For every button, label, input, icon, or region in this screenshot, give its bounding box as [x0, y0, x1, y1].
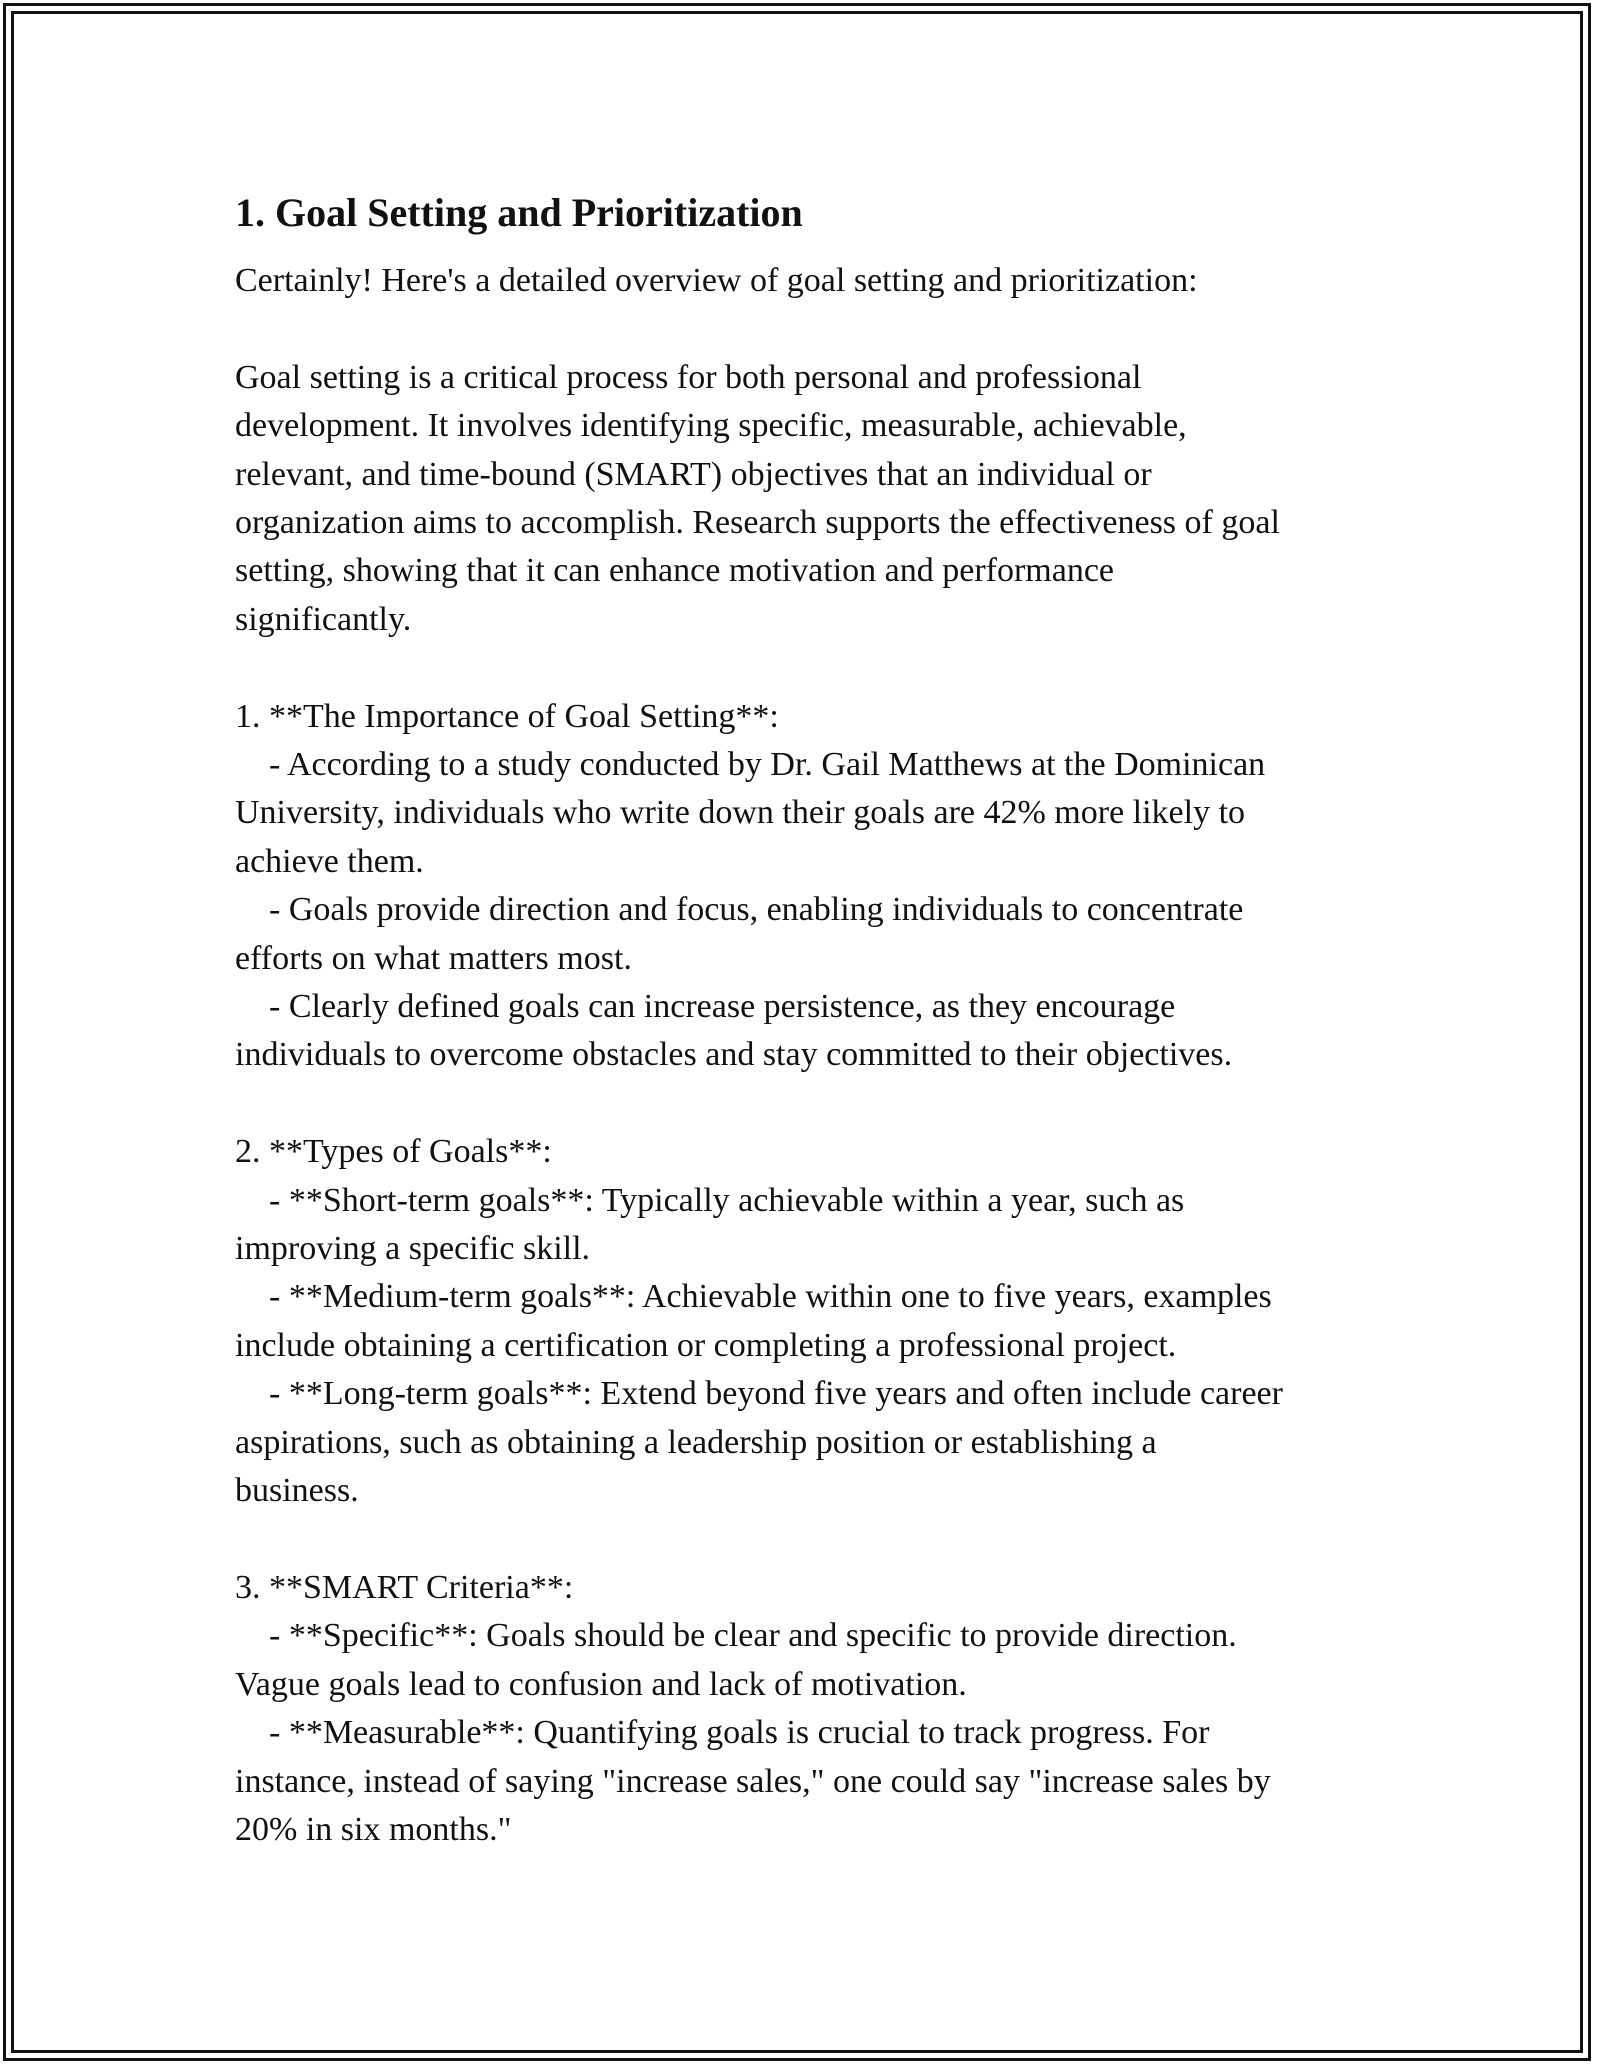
- section-heading: 2. **Types of Goals**:: [235, 1133, 552, 1171]
- section-line: individuals to overcome obstacles and stay committed to their objectives.: [235, 1036, 1233, 1074]
- section-line: aspirations, such as obtaining a leadership position or establishing a: [235, 1423, 1157, 1461]
- section-line: achieve them.: [235, 842, 424, 880]
- paragraph-spacer: [235, 305, 1375, 353]
- paragraph-spacer: [235, 1516, 1375, 1564]
- paragraph-spacer: [235, 644, 1375, 692]
- section-line: - **Long-term goals**: Extend beyond five years and often include career: [235, 1375, 1283, 1413]
- section-line: efforts on what matters most.: [235, 939, 632, 977]
- paragraph-spacer: [235, 1080, 1375, 1128]
- document-body: [235, 185, 1375, 1854]
- section-smart-criteria: [235, 1564, 1375, 1854]
- section-line: business.: [235, 1472, 359, 1510]
- section-types-of-goals: [235, 1128, 1375, 1515]
- overview-paragraph: [235, 354, 1375, 644]
- section-line: Vague goals lead to confusion and lack of motivation.: [235, 1665, 967, 1703]
- document-title: 1. Goal Setting and Prioritization: [235, 190, 803, 235]
- section-line: - Goals provide direction and focus, enabling individuals to concentrate: [235, 891, 1244, 929]
- section-line: - **Short-term goals**: Typically achievable within a year, such as: [235, 1181, 1185, 1219]
- overview-line: significantly.: [235, 600, 412, 638]
- overview-line: relevant, and time-bound (SMART) objectives that an individual or: [235, 455, 1152, 493]
- overview-line: development. It involves identifying specific, measurable, achievable,: [235, 407, 1187, 445]
- section-line: University, individuals who write down their goals are 42% more likely to: [235, 794, 1246, 832]
- section-line: - Clearly defined goals can increase persistence, as they encourage: [235, 988, 1176, 1026]
- section-line: - **Specific**: Goals should be clear and specific to provide direction.: [235, 1617, 1237, 1655]
- section-line: - According to a study conducted by Dr. Gail Matthews at the Dominican: [235, 746, 1266, 784]
- section-line: - **Medium-term goals**: Achievable within one to five years, examples: [235, 1278, 1272, 1316]
- section-heading: 1. **The Importance of Goal Setting**:: [235, 697, 779, 735]
- intro-paragraph: Certainly! Here's a detailed overview of goal setting and prioritization:: [235, 262, 1198, 299]
- section-line: instance, instead of saying "increase sales," one could say "increase sales by: [235, 1762, 1271, 1800]
- section-importance: [235, 693, 1375, 1080]
- section-line: - **Measurable**: Quantifying goals is crucial to track progress. For: [235, 1714, 1210, 1752]
- overview-line: setting, showing that it can enhance motivation and performance: [235, 552, 1115, 590]
- section-line: 20% in six months.": [235, 1810, 512, 1848]
- section-line: include obtaining a certification or completing a professional project.: [235, 1326, 1177, 1364]
- section-line: improving a specific skill.: [235, 1230, 591, 1268]
- overview-line: Goal setting is a critical process for both personal and professional: [235, 358, 1142, 396]
- overview-line: organization aims to accomplish. Research supports the effectiveness of goal: [235, 504, 1280, 542]
- section-heading: 3. **SMART Criteria**:: [235, 1568, 574, 1606]
